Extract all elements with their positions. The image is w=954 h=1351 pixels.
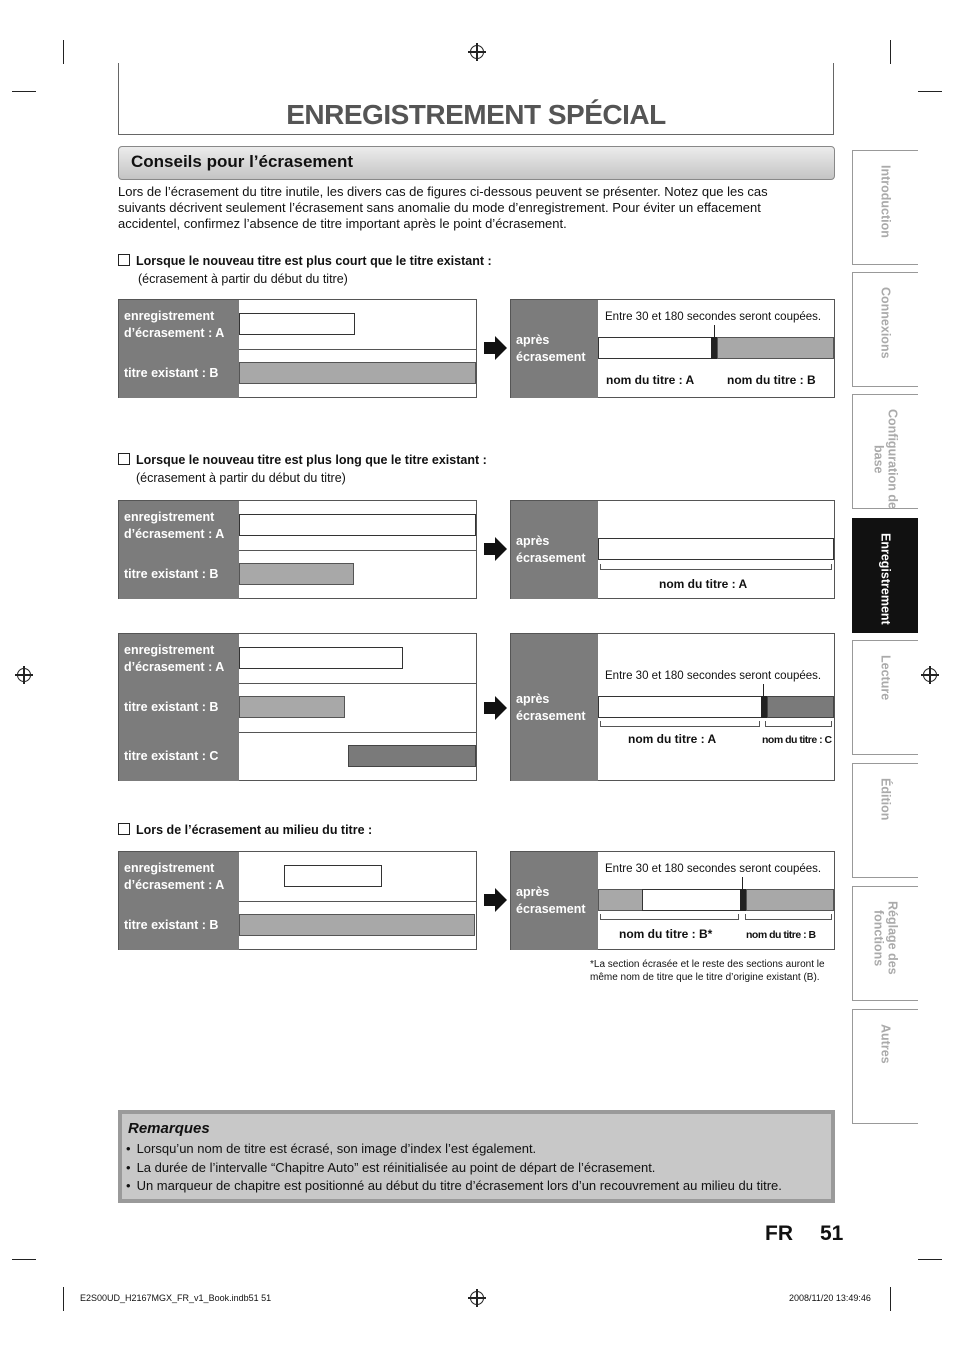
case-heading [118, 453, 487, 467]
label-after: après écrasement [511, 634, 598, 781]
name-title-a: nom du titre : A [628, 732, 717, 746]
footnote: *La section écrasée et le reste des sections auront le même nom de titre que le titre d’origine existant (B). [590, 959, 825, 983]
bar-title-a [642, 889, 741, 911]
arrow-icon [484, 894, 495, 906]
tab-configuration[interactable] [852, 394, 918, 509]
bar-existing-title [239, 563, 354, 585]
arrow-icon [484, 702, 495, 714]
bar-new-title [239, 647, 403, 669]
label-existing-b: titre existant : B [119, 550, 239, 599]
cut-pointer [714, 325, 715, 337]
crop-mark [890, 1287, 891, 1311]
bar-title-b-start [598, 889, 643, 911]
bar-existing-b [239, 696, 345, 718]
name-title-a: nom du titre : A [606, 373, 695, 387]
cut-note: Entre 30 et 180 secondes seront coupées. [605, 311, 822, 323]
crop-mark [918, 1259, 942, 1260]
crop-mark [12, 1259, 36, 1260]
tab-label: Lecture [878, 655, 893, 701]
crop-mark [12, 91, 36, 92]
bar-new-title [284, 865, 382, 887]
checkbox-icon [118, 254, 130, 266]
page-number: 51 [820, 1222, 844, 1245]
tab-label: Autres [878, 1024, 893, 1064]
diagram-after [510, 299, 835, 398]
label-after: après écrasement [511, 300, 598, 398]
checkbox-icon [118, 823, 130, 835]
arrow-icon [484, 342, 495, 354]
label-overwrite: enregistrement d’écrasement : A [119, 852, 239, 901]
bar-existing-c [348, 745, 476, 767]
label-overwrite: enregistrement d’écrasement : A [119, 501, 239, 550]
diagram-before [118, 851, 477, 950]
bar-title-a [598, 538, 834, 560]
case-title: Lors de l’écrasement au milieu du titre : [136, 823, 373, 837]
tab-lecture[interactable] [852, 640, 918, 755]
tab-connexions[interactable] [852, 272, 918, 387]
divider [239, 683, 477, 684]
label-existing-b: titre existant : B [119, 683, 239, 732]
bracket [600, 914, 739, 920]
arrow-icon [495, 696, 507, 720]
arrow-icon [495, 336, 507, 360]
divider [239, 550, 477, 551]
name-title-c: nom du titre : C [762, 734, 832, 746]
crop-mark [63, 1287, 64, 1311]
tab-edition[interactable] [852, 763, 918, 878]
diagram-after [510, 633, 835, 781]
bracket [765, 721, 832, 727]
case-subtitle: (écrasement à partir du début du titre) [138, 272, 348, 286]
tab-enregistrement[interactable] [852, 518, 918, 633]
cut-pointer [742, 877, 743, 889]
registration-mark-icon [470, 1291, 484, 1305]
crop-mark [63, 40, 64, 64]
crop-mark [890, 40, 891, 64]
registration-mark-icon [923, 668, 937, 682]
label-overwrite: enregistrement d’écrasement : A [119, 634, 239, 683]
diagram-before [118, 500, 477, 599]
bar-existing-title [239, 362, 476, 384]
bar-title-a [598, 337, 714, 359]
divider [239, 732, 477, 733]
bar-existing-title [239, 914, 475, 936]
name-title-b: nom du titre : B [727, 373, 816, 387]
tab-introduction[interactable] [852, 150, 918, 265]
divider [239, 349, 477, 350]
crop-mark [918, 91, 942, 92]
diagram-before [118, 299, 477, 398]
tab-label: Réglage des fonctions [871, 901, 900, 975]
bar-new-title [239, 313, 355, 335]
label-after: après écrasement [511, 852, 598, 950]
slug-right: 2008/11/20 13:49:46 [789, 1293, 871, 1303]
remarks-list [126, 1140, 782, 1196]
list-item: • Lorsqu’un nom de titre est écrasé, son image d’index l’est également. [126, 1140, 782, 1159]
tab-reglage[interactable] [852, 886, 918, 1001]
tab-label: Introduction [878, 165, 893, 238]
tab-label: Édition [878, 778, 893, 821]
case-heading [118, 823, 372, 837]
tab-label: Connexions [878, 287, 893, 359]
case-subtitle: (écrasement à partir du début du titre) [136, 471, 346, 485]
page-title: ENREGISTREMENT SPÉCIAL [286, 99, 666, 130]
remarks-box [118, 1110, 835, 1203]
section-title: Conseils pour l’écrasement [131, 152, 354, 171]
list-item: • Un marqueur de chapitre est positionné au début du titre d’écrasement lors d’un recouvrement au milieu du titre. [126, 1177, 782, 1196]
registration-mark-icon [17, 668, 31, 682]
title-frame [118, 63, 834, 135]
remarks-title: Remarques [128, 1120, 210, 1137]
language-code: FR [765, 1222, 793, 1245]
label-existing-b: titre existant : B [119, 349, 239, 398]
bracket [600, 721, 760, 727]
diagram-before [118, 633, 477, 781]
label-existing-b: titre existant : B [119, 901, 239, 950]
tab-label: Enregistrement [878, 533, 893, 625]
case-title: Lorsque le nouveau titre est plus long que le titre existant : [136, 453, 487, 467]
bar-title-b-end [746, 889, 834, 911]
tab-autres[interactable] [852, 1009, 918, 1124]
arrow-icon [495, 537, 507, 561]
checkbox-icon [118, 453, 130, 465]
name-title-b-star: nom du titre : B* [619, 927, 713, 941]
intro-paragraph: Lors de l’écrasement du titre inutile, les divers cas de figures ci-dessous peuvent se présenter. Notez que les cas suivants décrivent seulement l’écrasement sans anomalie du mode d’enregistrement. Pour éviter un effacement accidentel, confirmez l’absence de titre important après le point d’écrasement. [118, 184, 768, 231]
bar-title-c [767, 696, 834, 718]
name-title-a: nom du titre : A [659, 577, 748, 591]
cut-pointer [763, 684, 764, 696]
case-heading [118, 254, 492, 268]
list-item: • La durée de l’intervalle “Chapitre Auto” est réinitialisée au point de départ de l’écrasement. [126, 1159, 782, 1178]
label-overwrite: enregistrement d’écrasement : A [119, 300, 239, 349]
label-existing-c: titre existant : C [119, 732, 239, 781]
label-after: après écrasement [511, 501, 598, 599]
section-header [118, 146, 835, 180]
bar-new-title [239, 514, 476, 536]
divider [239, 901, 477, 902]
arrow-icon [495, 888, 507, 912]
tab-label: Configuration de base [871, 409, 900, 509]
registration-mark-icon [470, 45, 484, 59]
diagram-after [510, 500, 835, 599]
diagram-after [510, 851, 835, 950]
case-title: Lorsque le nouveau titre est plus court que le titre existant : [136, 254, 492, 268]
bracket [600, 564, 832, 570]
bracket [745, 914, 832, 920]
name-title-b: nom du titre : B [746, 929, 816, 941]
cut-note: Entre 30 et 180 secondes seront coupées. [605, 670, 822, 682]
arrow-icon [484, 543, 495, 555]
bar-title-b [717, 337, 834, 359]
cut-note: Entre 30 et 180 secondes seront coupées. [605, 863, 822, 875]
bar-title-a [598, 696, 762, 718]
slug-left: E2S00UD_H2167MGX_FR_v1_Book.indb51 51 [80, 1293, 272, 1303]
